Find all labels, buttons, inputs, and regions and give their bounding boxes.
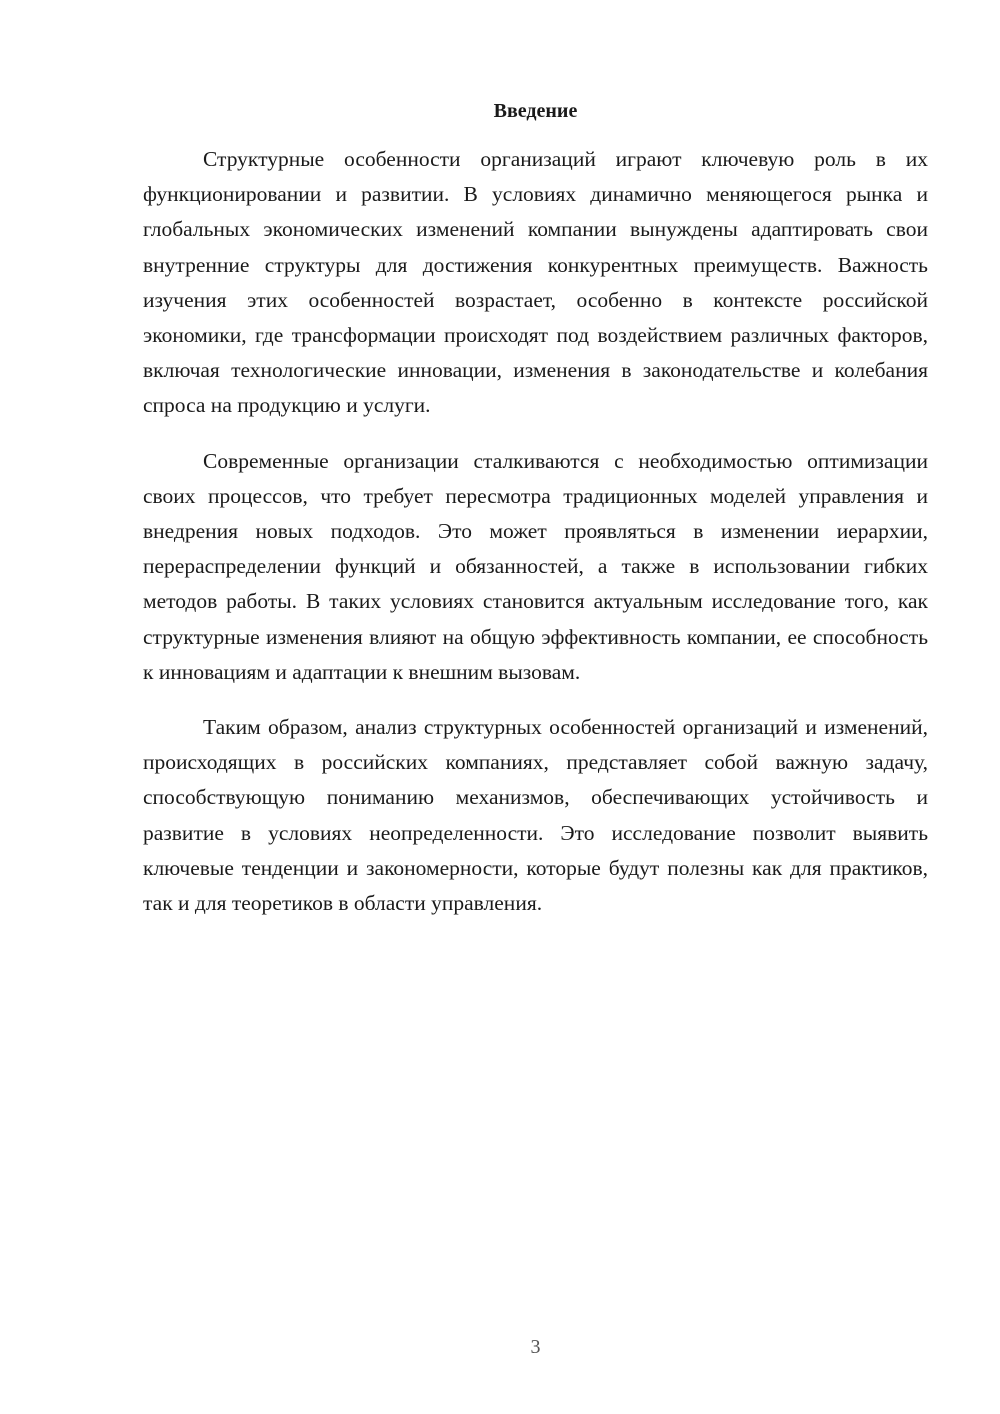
paragraph-2: Современные организации сталкиваются с необходимостью оптимизации своих процессов, что требует пересмотра традиционных моделей управления и внедрения новых подходов. Это может проявляться в изменении иерархии, перераспределении функций и обязанностей, а также в использовании гибких методов работы. В таких условиях становится актуальным исследование того, как структурные изменения влияют на общую эффективность компании, ее способность к инновациям и адаптации к внешним вызовам. bbox=[143, 448, 928, 684]
paragraph-3: Таким образом, анализ структурных особенностей организаций и изменений, происходящих в российских компаниях, представляет собой важную задачу, способствующую пониманию механизмов, обеспечивающих устойчивость и развитие в условиях неопределенности. Это исследование позволит выявить ключевые тенденции и закономерности, которые будут полезны как для практиков, так и для теоретиков в области управления. bbox=[143, 715, 928, 916]
paragraph-1: Структурные особенности организаций играют ключевую роль в их функционировании и развитии. В условиях динамично меняющегося рынка и глобальных экономических изменений компании вынуждены адаптировать свои внутренние структуры для достижения конкурентных преимуществ. Важность изучения этих особенностей возрастает, особенно в контексте российской экономики, где трансформации происходят под воздействием различных факторов, включая технологические инновации, изменения в законодательстве и колебания спроса на продукцию и услуги. bbox=[143, 147, 928, 418]
section-heading: Введение bbox=[493, 100, 578, 122]
page-number: 3 bbox=[530, 1336, 541, 1358]
document-body bbox=[143, 142, 928, 941]
